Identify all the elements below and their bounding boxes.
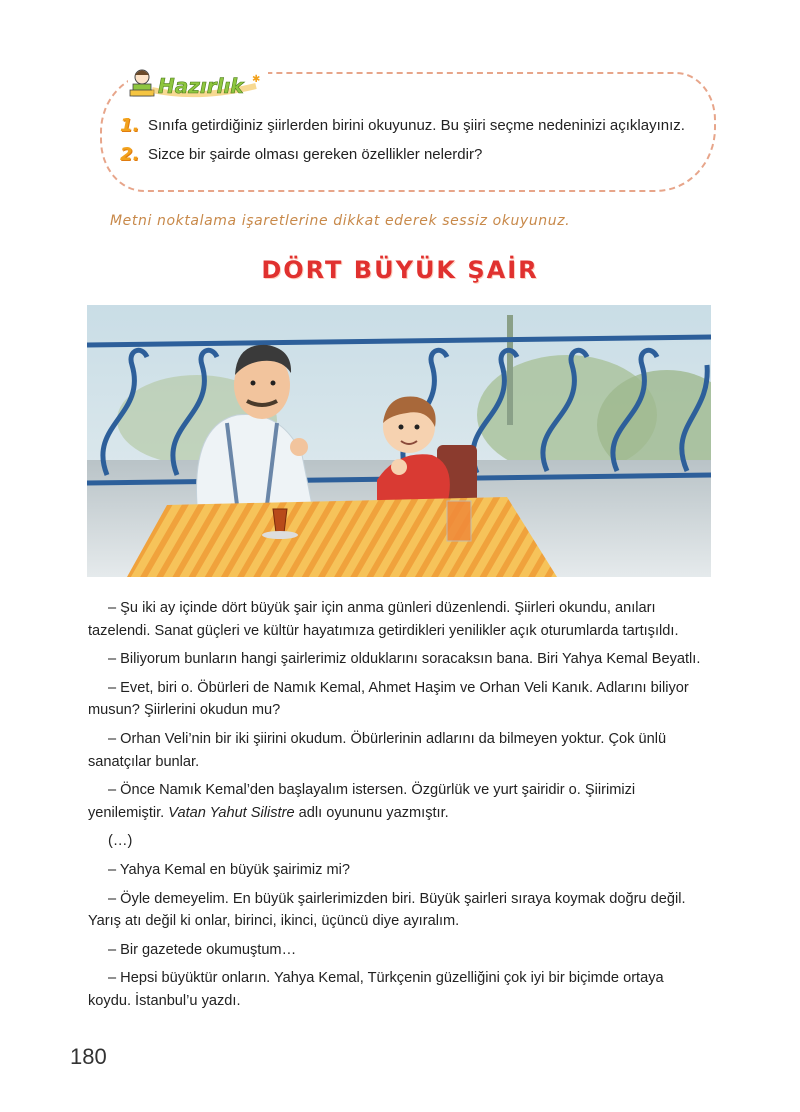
page-number: 180	[70, 1044, 107, 1069]
play-title: Vatan Yahut Silistre	[168, 804, 295, 821]
preparation-badge	[128, 66, 268, 104]
paragraph	[88, 779, 710, 824]
item-number: 2.	[120, 144, 140, 165]
paragraph: – Şu iki ay içinde dört büyük şair için anma günleri düzenlendi. Şiirleri okundu, anıları tazelendi. Sanat güçleri ve kültür hayatımıza getirdikleri yenilikler açık oturumlarda tartışıldı.	[88, 600, 679, 639]
paragraph: – Biliyorum bunların hangi şairlerimiz olduklarını soracaksın bana. Biri Yahya Kemal Beyatlı.	[108, 651, 701, 668]
svg-text:Hazırlık: Hazırlık	[158, 74, 244, 98]
preparation-item-2	[120, 144, 482, 165]
paragraph: – Yahya Kemal en büyük şairimiz mi?	[108, 861, 350, 878]
paragraph: – Öyle demeyelim. En büyük şairlerimizden biri. Büyük şairleri sıraya koymak doğru değil. Yarış atı değil ki onlar, birinci, ikinci, üçüncü diye ayıralım.	[88, 890, 686, 930]
ellipsis-paragraph: (…)	[108, 833, 133, 850]
page-title: DÖRT BÜYÜK ŞAİR	[261, 256, 539, 284]
paragraph-text: adlı oyununu yazmıştır.	[294, 804, 449, 821]
paragraph: – Bir gazetede okumuştum…	[108, 941, 297, 958]
item-text: Sizce bir şairde olması gereken özellikler nelerdir?	[148, 146, 483, 163]
item-text: Sınıfa getirdiğiniz şiirlerden birini okuyunuz. Bu şiiri seçme nedeninizi açıklayınız.	[148, 117, 685, 134]
story-text	[88, 597, 710, 1013]
item-number: 1.	[120, 115, 140, 136]
reading-instruction: Metni noktalama işaretlerine dikkat ederek sessiz okuyunuz.	[110, 213, 571, 229]
striped-table	[127, 497, 557, 577]
paragraph: – Evet, biri o. Öbürleri de Namık Kemal, Ahmet Haşim ve Orhan Veli Kanık. Adlarını biliyor musun? Şiirlerini okudun mu?	[88, 679, 689, 719]
svg-text:✱: ✱	[252, 74, 261, 85]
paragraph-text: – Önce Namık Kemal’den başlayalım istersen. Özgürlük ve yurt şairidir o. Şiirimizi yenilemiştir.	[88, 782, 636, 821]
illustration-man-and-boy	[87, 305, 711, 577]
preparation-badge-graphic	[128, 66, 268, 104]
paragraph: – Orhan Veli’nin bir iki şiirini okudum. Öbürlerinin adlarını da bilmeyen yoktur. Çok ünlü sanatçılar bunlar.	[88, 730, 667, 770]
paragraph: – Hepsi büyüktür onların. Yahya Kemal, Türkçenin güzelliğini çok iyi bir biçimde ortaya koydu. İstanbul’u yazdı.	[88, 970, 664, 1009]
preparation-item-1	[120, 115, 685, 136]
